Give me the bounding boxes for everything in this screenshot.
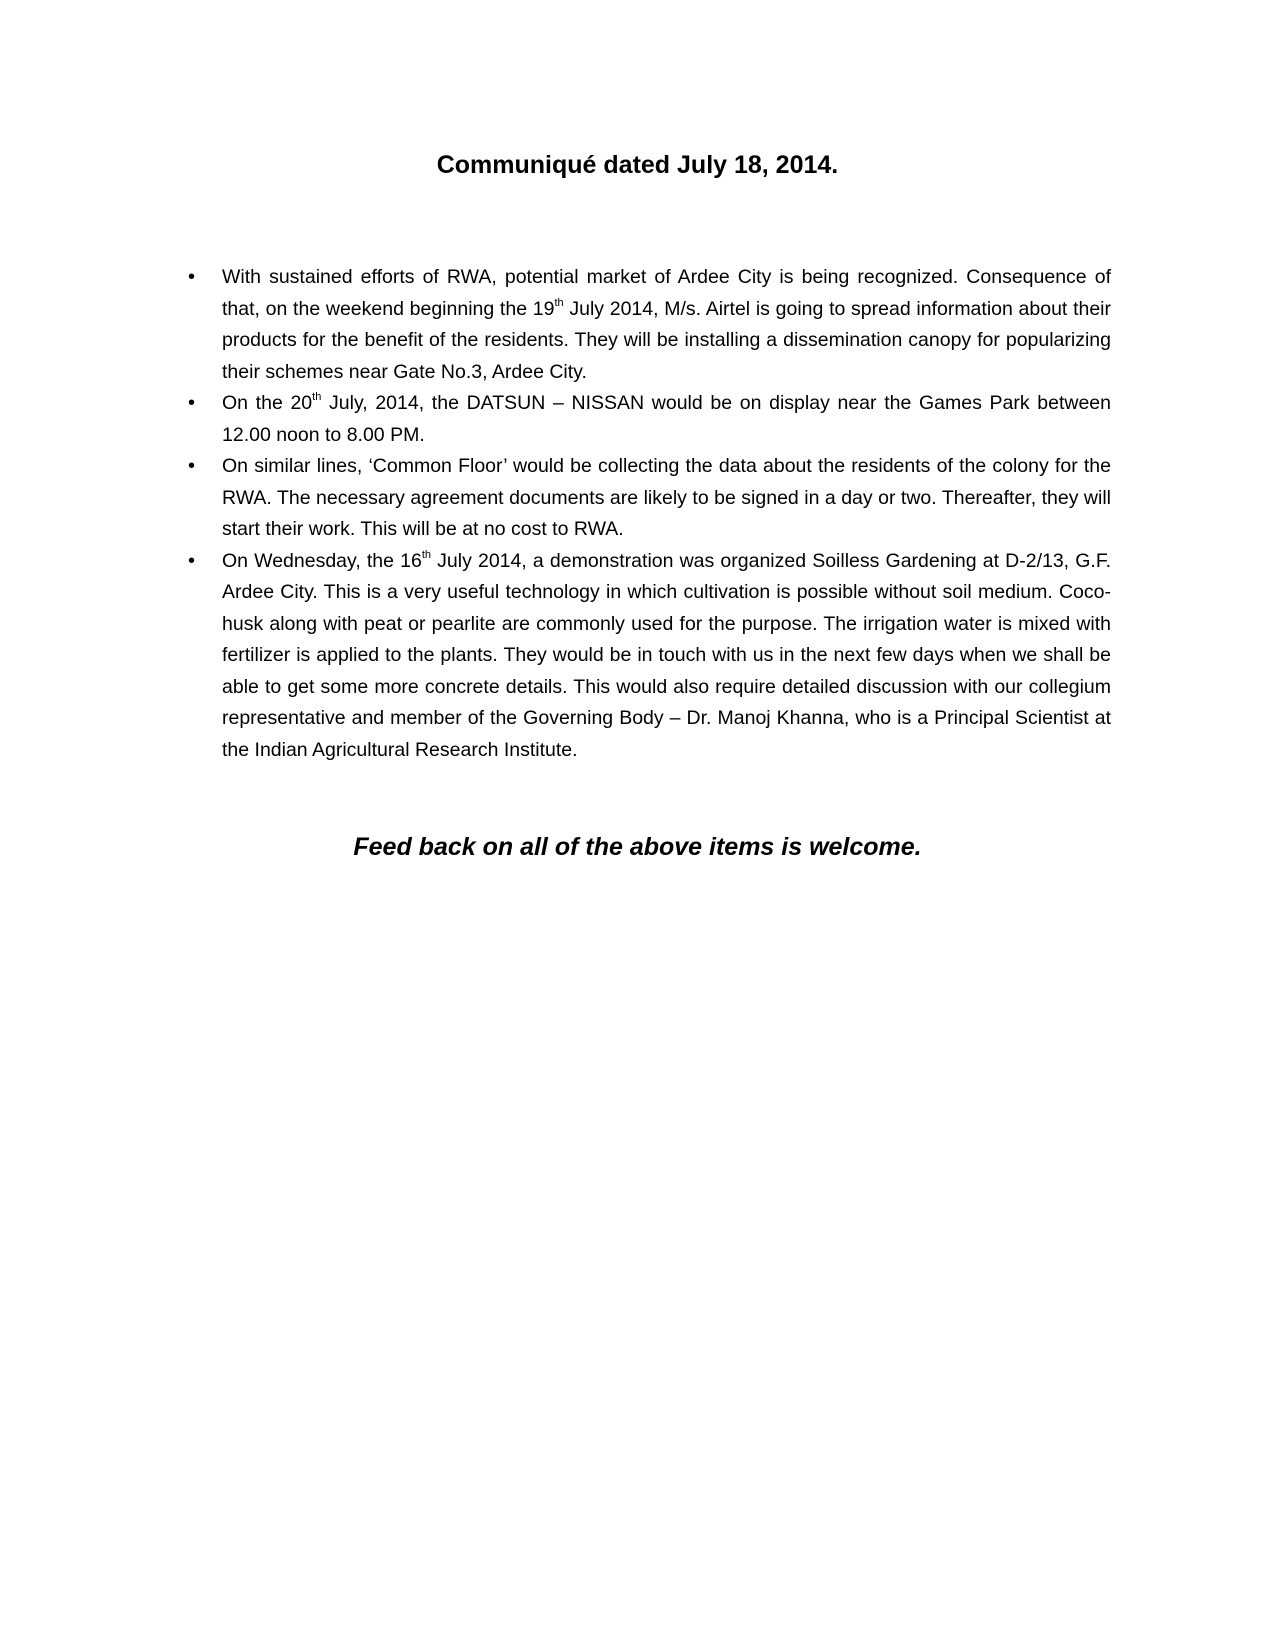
list-item-text bbox=[222, 266, 1111, 383]
list-item-text bbox=[222, 550, 1111, 761]
bullet-icon: • bbox=[188, 266, 196, 288]
list-item bbox=[188, 546, 1111, 767]
ordinal-suffix: th bbox=[554, 296, 564, 309]
bullet-icon: • bbox=[188, 455, 196, 477]
page-title: Communiqué dated July 18, 2014. bbox=[436, 151, 839, 179]
ordinal-suffix: th bbox=[312, 391, 322, 403]
list-item bbox=[188, 262, 1112, 388]
list-item-text-part: July 2014, M/s. Airtel is going to spread information about their products for the benefit of the residents. They will be installing a dissemination canopy for popularizing their schemes near Gate No.3, Ardee City. bbox=[222, 297, 1112, 383]
list-item-text bbox=[222, 392, 1111, 446]
list-item-text-part: July 2014, a demonstration was organized Soilless Gardening at D-2/13, G.F. Ardee City. This is a very useful technology in which cultivation is possible without soil medium. Coco-husk along with peat or pearlite are commonly used for the purpose. The irrigation water is mixed with fertilizer is applied to the plants. They would be in touch with us in the next few days when we shall be able to get some more concrete details. This would also require detailed discussion with our collegium representative and member of the Governing Body – Dr. Manoj Khanna, who is a Principal Scientist at the Indian Agricultural Research Institute. bbox=[222, 549, 1111, 761]
list-item-text-part: On Wednesday, the 16 bbox=[222, 549, 422, 572]
list-item bbox=[188, 388, 1111, 451]
list-item-text-part: With sustained efforts of RWA, potential market of Ardee City is being recognized. Consequence of that, on the weekend beginning the 19 bbox=[222, 266, 1111, 320]
list-item bbox=[188, 451, 1111, 546]
closing-note: Feed back on all of the above items is welcome. bbox=[353, 833, 922, 861]
list-item-text-part: On similar lines, ‘Common Floor’ would be collecting the data about the residents of the colony for the RWA. The necessary agreement documents are likely to be signed in a day or two. Thereafter, they will start their work. This will be at no cost to RWA. bbox=[222, 455, 1111, 540]
list-item-text-part: July, 2014, the DATSUN – NISSAN would be on display near the Games Park between 12.00 noon to 8.00 PM. bbox=[222, 392, 1111, 446]
ordinal-suffix: th bbox=[421, 548, 432, 561]
bullet-list bbox=[188, 262, 1112, 766]
list-item-text-part: On the 20 bbox=[222, 392, 313, 414]
bullet-icon: • bbox=[188, 392, 196, 414]
bullet-icon: • bbox=[188, 549, 196, 572]
list-item-text bbox=[222, 455, 1111, 540]
